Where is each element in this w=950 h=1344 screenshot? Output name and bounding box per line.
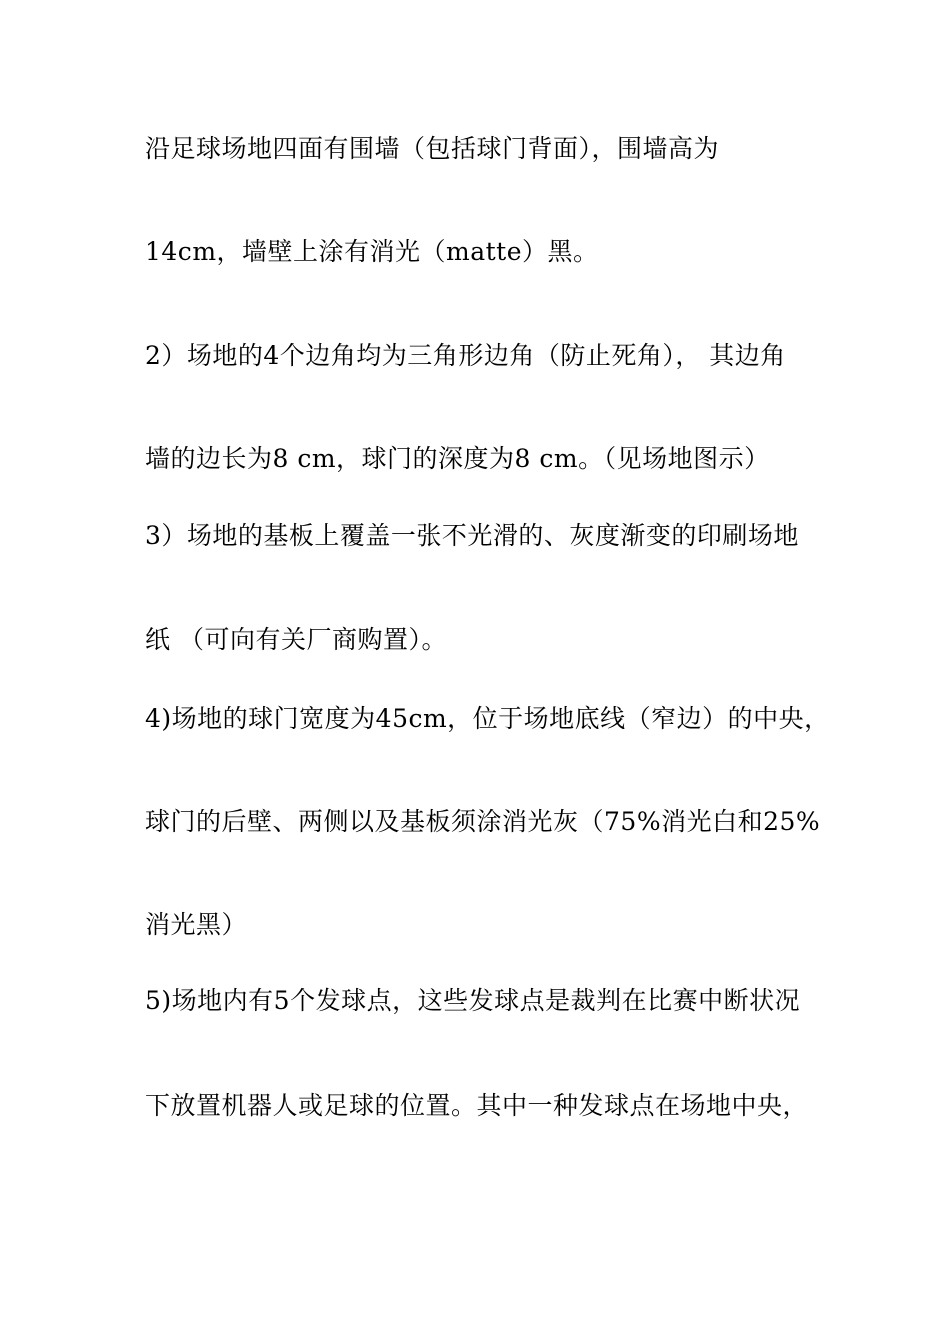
text-line-10: 5)场地内有5个发球点，这些发球点是裁判在比赛中断状况 xyxy=(145,986,801,1015)
text-line-1: 沿足球场地四面有围墙（包括球门背面），围墙高为 xyxy=(145,134,720,163)
text-line-4: 墙的边长为8 cm，球门的深度为8 cm。（见场地图示） xyxy=(145,444,770,473)
text-line-5: 3）场地的基板上覆盖一张不光滑的、灰度渐变的印刷场地 xyxy=(145,521,799,550)
text-line-2: 14cm，墙壁上涂有消光（matte）黑。 xyxy=(145,237,599,266)
text-line-7: 4)场地的球门宽度为45cm，位于场地底线（窄边）的中央， xyxy=(145,704,830,733)
text-line-9: 消光黑） xyxy=(145,910,248,939)
text-line-6: 纸 （可向有关厂商购置）。 xyxy=(145,625,447,654)
text-line-3: 2）场地的4个边角均为三角形边角（防止死角）， 其边角 xyxy=(145,341,786,370)
text-line-11: 下放置机器人或足球的位置。其中一种发球点在场地中央， xyxy=(145,1091,809,1120)
text-line-8: 球门的后壁、两侧以及基板须涂消光灰（75%消光白和25% xyxy=(145,807,821,836)
